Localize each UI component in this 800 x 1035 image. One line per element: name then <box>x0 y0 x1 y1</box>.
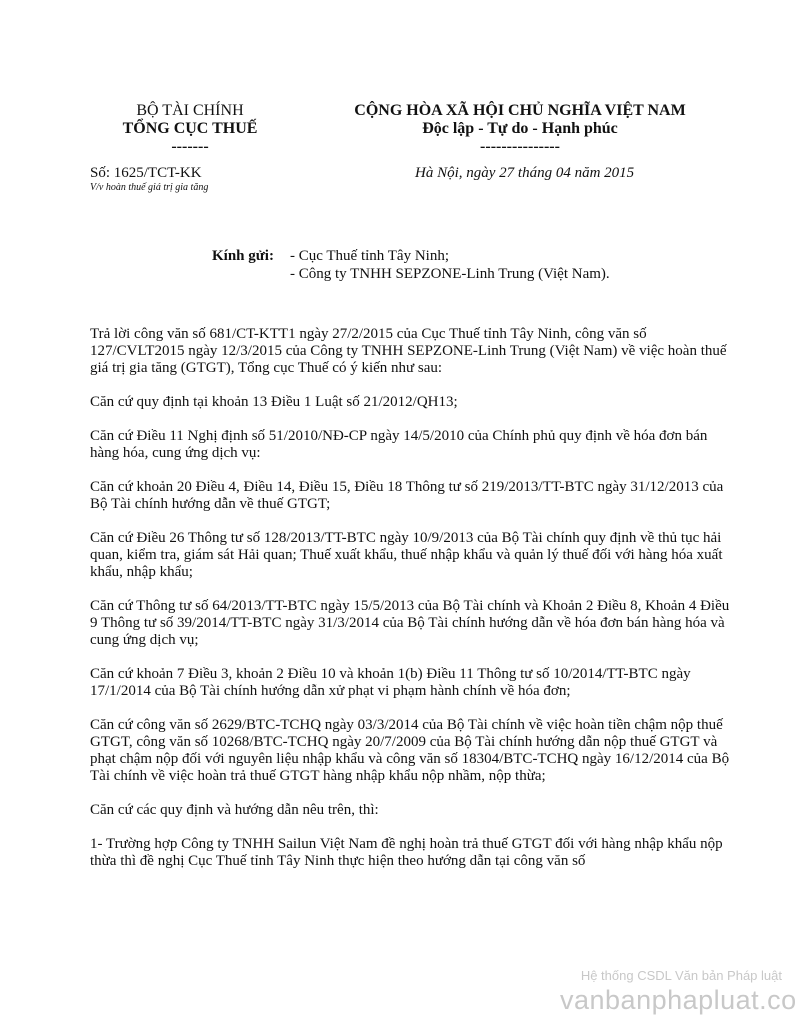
watermark-caption: Hệ thống CSDL Văn bản Pháp luật <box>580 968 782 983</box>
body-paragraph: Căn cứ Thông tư số 64/2013/TT-BTC ngày 15/5/2013 của Bộ Tài chính và Khoản 2 Điều 8, Khoản 4 Điều 9 Thông tư số 39/2014/TT-BTC ngày 31/3/2014 của Bộ Tài chính hướng dẫn về hóa đơn bán hàng hóa và cung ứng dịch vụ; <box>90 598 730 648</box>
body-paragraph: Căn cứ khoản 7 Điều 3, khoản 2 Điều 10 và khoản 1(b) Điều 11 Thông tư số 10/2014/TT-BTC ngày 17/1/2014 của Bộ Tài chính hướng dẫn xử phạt vi phạm hành chính về hóa đơn; <box>90 666 691 699</box>
ministry-name: BỘ TÀI CHÍNH <box>136 102 244 119</box>
national-motto <box>290 102 750 156</box>
document-date: Hà Nội, ngày 27 tháng 04 năm 2015 <box>415 165 635 181</box>
body-paragraph: Căn cứ Điều 26 Thông tư số 128/2013/TT-BTC ngày 10/9/2013 của Bộ Tài chính quy định về thủ tục hải quan, kiểm tra, giám sát Hải quan; Thuế xuất khẩu, thuế nhập khẩu và quản lý thuế đối với hàng hóa xuất khẩu, nhập khẩu; <box>90 530 723 580</box>
body-paragraph: Trả lời công văn số 681/CT-KTT1 ngày 27/2/2015 của Cục Thuế tỉnh Tây Ninh, công văn số 127/CVLT2015 ngày 12/3/2015 của Công ty TNHH SEPZONE-Linh Trung (Việt Nam) về việc hoàn thuế giá trị gia tăng (GTGT), Tổng cục Thuế có ý kiến như sau: <box>90 326 727 376</box>
country-name: CỘNG HÒA XÃ HỘI CHỦ NGHĨA VIỆT NAM <box>354 102 686 119</box>
document-number: Số: 1625/TCT-KK <box>90 165 202 181</box>
body-paragraph: Căn cứ Điều 11 Nghị định số 51/2010/NĐ-CP ngày 14/5/2010 của Chính phủ quy định về hóa đơn bán hàng hóa, cung ứng dịch vụ: <box>90 428 708 461</box>
body-paragraph: Căn cứ các quy định và hướng dẫn nêu trên, thì: <box>90 802 379 818</box>
document-subject: V/v hoàn thuế giá trị gia tăng <box>90 182 209 193</box>
addressee-label: Kính gửi: <box>212 248 274 264</box>
recipient-item: - Công ty TNHH SEPZONE-Linh Trung (Việt Nam). <box>290 266 610 282</box>
motto-separator: --------------- <box>480 138 560 155</box>
letter-body <box>90 326 730 887</box>
body-paragraph: Căn cứ công văn số 2629/BTC-TCHQ ngày 03/3/2014 của Bộ Tài chính về việc hoàn tiền chậm nộp thuế GTGT, công văn số 10268/BTC-TCHQ ngày 20/7/2009 của Bộ Tài chính hướng dẫn nộp thuế GTGT và phạt chậm nộp đối với nguyên liệu nhập khẩu và công văn số 18304/BTC-TCHQ ngày 16/12/2014 của Bộ Tài chính về việc hoàn trả thuế GTGT hàng nhập khẩu nộp nhầm, nộp thừa; <box>90 717 730 784</box>
recipient-item: - Cục Thuế tỉnh Tây Ninh; <box>290 248 450 264</box>
motto: Độc lập - Tự do - Hạnh phúc <box>422 120 618 137</box>
recipient-list <box>290 247 610 283</box>
body-paragraph: Căn cứ quy định tại khoản 13 Điều 1 Luật số 21/2012/QH13; <box>90 394 458 410</box>
issuing-agency <box>90 102 290 156</box>
body-paragraph: Căn cứ khoản 20 Điều 4, Điều 14, Điều 15, Điều 18 Thông tư số 219/2013/TT-BTC ngày 31/12/2013 của Bộ Tài chính hướng dẫn về thuế GTGT; <box>90 479 724 512</box>
body-paragraph: 1- Trường hợp Công ty TNHH Sailun Việt Nam đề nghị hoàn trả thuế GTGT đối với hàng nhập khẩu nộp thừa thì đề nghị Cục Thuế tỉnh Tây Ninh thực hiện theo hướng dẫn tại công văn số <box>90 836 723 869</box>
watermark-domain: vanbanphapluat.co <box>560 985 797 1015</box>
site-watermark <box>560 968 797 1016</box>
department-name: TỔNG CỤC THUẾ <box>122 120 258 137</box>
agency-separator: ------- <box>171 138 209 155</box>
